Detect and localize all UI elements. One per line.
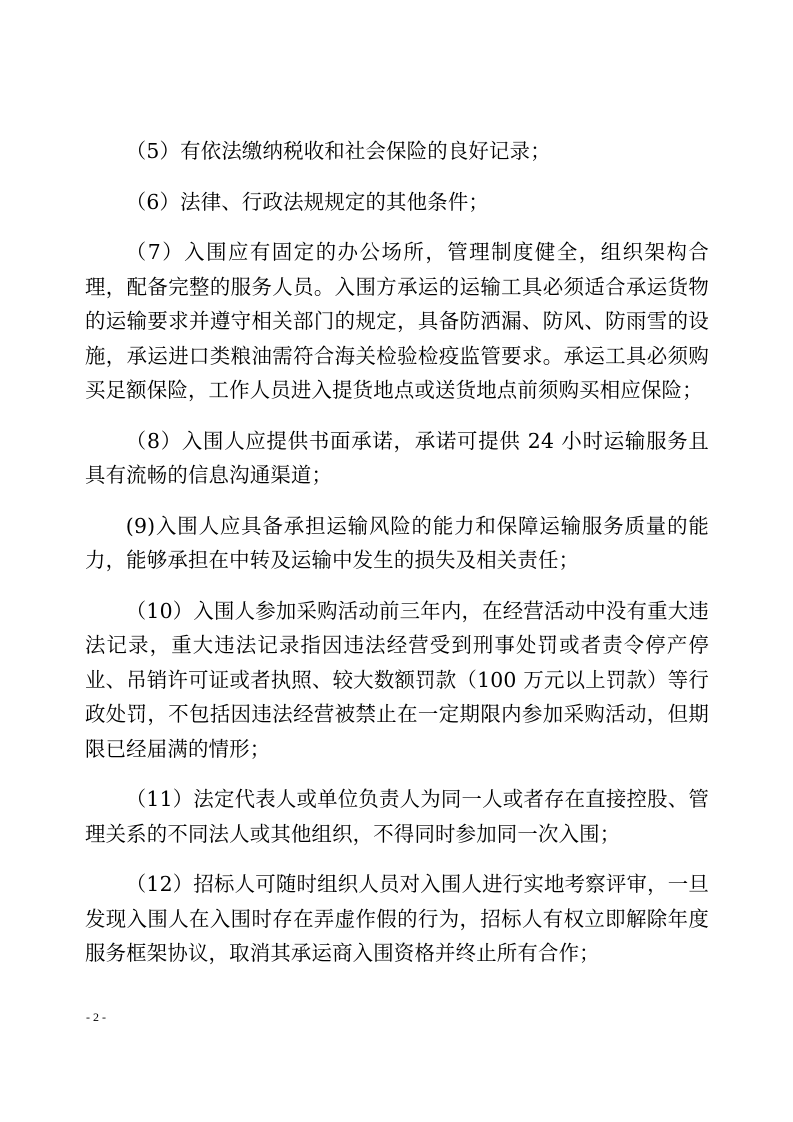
paragraph-item-5: （5）有依法缴纳税收和社会保险的良好记录； — [125, 139, 551, 163]
paragraph-item-12: （12）招标人可随时组织人员对入围人进行实地考察评审，一旦发现入围人在入围时存在弄虚作假的行为，招标人有权立即解除年度服务框架协议，取消其承运商入围资格并终止所有合作； — [85, 872, 709, 965]
document-body — [85, 134, 709, 987]
paragraph-item-6: （6）法律、行政法规规定的其他条件； — [125, 189, 490, 214]
paragraph-item-11: （11）法定代表人或单位负责人为同一人或者存在直接控股、管理关系的不同法人或其他组织，不得同时参加同一次入围； — [85, 787, 709, 846]
paragraph-item-8: （8）入围人应提供书面承诺，承诺可提供 24 小时运输服务且具有流畅的信息沟通渠道； — [85, 428, 709, 487]
paragraph-item-7: （7）入围应有固定的办公场所，管理制度健全，组织架构合理，配备完整的服务人员。入围方承运的运输工具必须适合承运货物的运输要求并遵守相关部门的规定，具备防洒漏、防风、防雨雪的设施，承运进口类粮油需符合海关检验检疫监管要求。承运工具必须购买足额保险，工作人员进入提货地点或送货地点前须购买相应保险； — [85, 240, 709, 402]
paragraph-item-10: （10）入围人参加采购活动前三年内，在经营活动中没有重大违法记录，重大违法记录指因违法经营受到刑事处罚或者责令停产停业、吊销许可证或者执照、较大数额罚款（100 万元以上罚款）等行政处罚，不包括因违法经营被禁止在一定期限内参加采购活动，但期限已经届满的情形； — [85, 598, 709, 761]
page-number: - 2 - — [86, 1010, 106, 1024]
paragraph-item-9: (9)入围人应具备承担运输风险的能力和保障运输服务质量的能力，能够承担在中转及运输中发生的损失及相关责任； — [85, 513, 709, 572]
